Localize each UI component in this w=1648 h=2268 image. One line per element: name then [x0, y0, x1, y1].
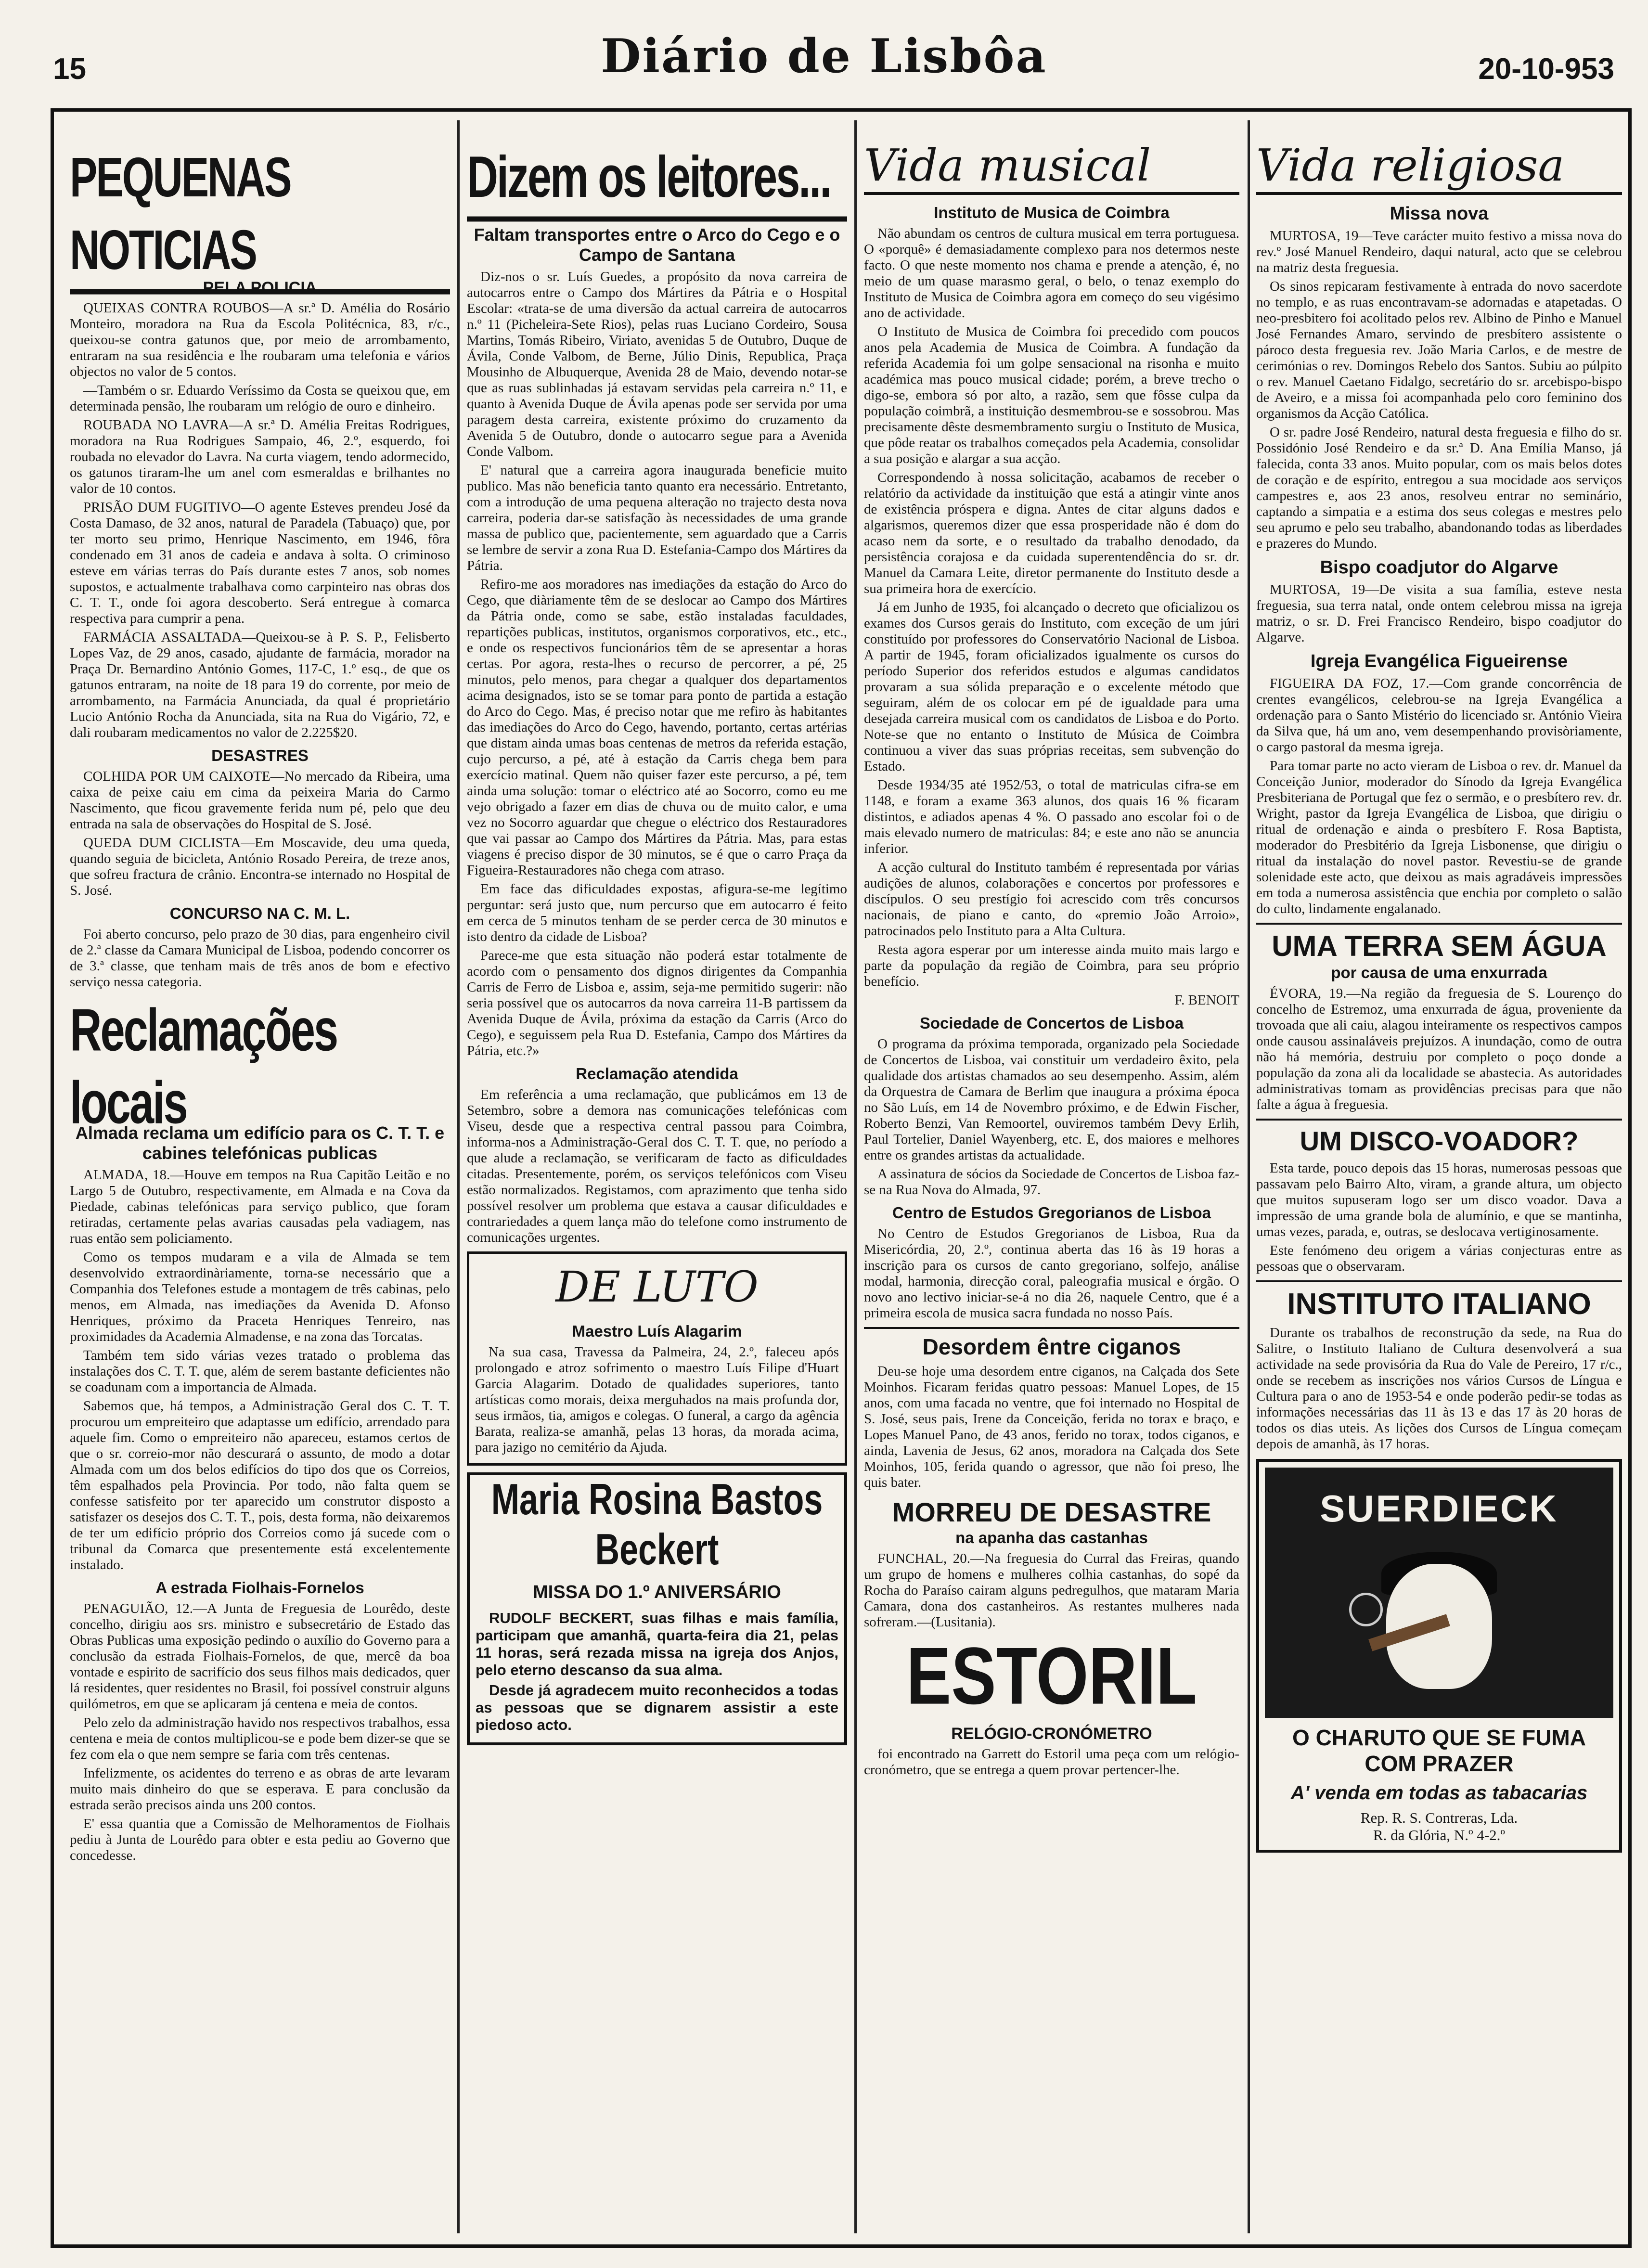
article-paragraph: Foi aberto concurso, pelo prazo de 30 dias, para engenheiro civil de 2.ª classe da Camara Municipal de Lisboa, podendo concorrer os de 3.ª classe, que tenham mais de três anos de bom e efectivo serviço nessa categoria. [70, 927, 450, 990]
article-paragraph: Esta tarde, pouco depois das 15 horas, numerosas pessoas que passavam pelo Bairro Alto, viram, a grande altura, um objecto que muitos supuseram logo ser um disco voador. Dava a impressão de uma grande bola de alumínio, e que se mantinha, umas vezes, parada, e, outras, se deslocava vertiginosamente. [1256, 1160, 1622, 1239]
smoke-icon [1349, 1593, 1383, 1626]
newspaper-masthead: Diário de Lisbôa [601, 29, 1047, 83]
column-rule [457, 120, 460, 2233]
column-pequenas-noticias [70, 137, 450, 2221]
article-paragraph: FUNCHAL, 20.—Na freguesia do Curral das Freiras, quando um grupo de homens e mulheres colhia castanhas, do sopé da Rocha do Paraíso cairam alguns pedregulhos, que mataram Maria Camara, dona dos castanheiros. As restantes mulheres nada sofreram.—(Lusitania). [864, 1551, 1239, 1630]
article-headline: Desordem êntre ciganos [864, 1327, 1239, 1360]
article-paragraph: Durante os trabalhos de reconstrução da sede, na Rua do Salitre, o Instituto Italiano de Cultura desenvolverá a sua actividade na sede provisória da Rua do Vale de Pereiro, 17 r/c., onde se recebem as inscrições nos vários Cursos de Língua e Cultura para o ano de 1953-54 e onde poderão pedir-se todas as informações necessárias das 11 às 13 e das 17 às 20 horas de todos os dias uteis. As lições dos Cursos de Língua começam depois de amanhã, às 17 horas. [1256, 1325, 1622, 1452]
ad-venda: A' venda em todas as tabacarias [1290, 1782, 1588, 1804]
cigar-smoker-illustration [1265, 1468, 1613, 1718]
article-paragraph: MURTOSA, 19—Teve carácter muito festivo a missa nova do rev.º José Manuel Rendeiro, daqui natural, acto que se celebrou na matriz desta freguesia. [1256, 228, 1622, 275]
section-title: PEQUENAS NOTICIAS [70, 141, 450, 295]
subsection-heading: CONCURSO NA C. M. L. [169, 904, 350, 922]
article-paragraph: O programa da próxima temporada, organizado pela Sociedade de Concertos de Lisboa, vai constituir um verdadeiro êxito, pela qualidade dos artistas chamados ao seu desempenho. Assim, além da Orquestra de Camara de Berlim que inaugura a próxima época no São Luís, em 14 de Novembro próximo, e de Edwin Fischer, Roberto Benzi, Van Remoortel, ouviremos também Devy Erlih, Paul Tortelier, Daniel Wayenberg, etc. E, dos maiores e melhores entre os grandes artistas da actualidade. [864, 1036, 1239, 1163]
notice-thanks: Desde já agradecem muito reconhecidos a todas as pessoas que se dignarem assistir a este piedoso acto. [476, 1682, 838, 1733]
article-paragraph: PENAGUIÃO, 12.—A Junta de Freguesia de Lourêdo, deste concelho, dirigiu aos srs. ministro e subsecretário de Estado das Obras Publicas uma exposição pedindo o auxílio do Governo para a conclusão da estrada Fiolhais-Fornelos, de que, mercê da boa vontade e espirito de sacrifício dos seus filhos mais dedicados, quer lá residentes, quer residentes no Brasil, foi possível construir alguns quilómetros, em que se aplicaram já centena e meia de contos. [70, 1601, 450, 1712]
article-headline: RELÓGIO-CRONÓMETRO [951, 1725, 1152, 1743]
article-paragraph: Este fenómeno deu origem a várias conjecturas entre as pessoas que o observaram. [1256, 1243, 1622, 1274]
article-paragraph: Parece-me que esta situação não poderá estar totalmente de acordo com o pensamento dos dignos dirigentes da Companhia Carris de Ferro de Lisboa e, assim, seja-me permitido sugerir: não seria possível que os autocarros da nova carreira 11-B partissem da Avenida Duque de Ávila, próxima da estação da Carris (Arco do Cego), e seguissem pela Rua D. Estefania, Campo dos Mártires da Pátria, etc.?» [467, 948, 847, 1058]
article-paragraph: Em referência a uma reclamação, que publicámos em 13 de Setembro, sobre a demora nas comunicações telefónicas com Viseu, desde que a respectiva central passou para Coimbra, informa-nos a Administração-Geral dos C. T. T. que, no período a que alude a reclamação, se verificaram de facto as dificuldades citadas. Presentemente, porém, os serviços telefónicos com Viseu estão normalizados. Registamos, com aprazimento que tenha sido possível resolver um problema que estava a causar dificuldades e contrariedades a quem lança mão do telefone como instrumento de comunicações urgentes. [467, 1087, 847, 1245]
memorial-mass-notice [467, 1472, 847, 1745]
article-paragraph: Infelizmente, os acidentes do terreno e as obras de arte levaram muito mais dinheiro do que se esperava. E para conclusão da estrada serão precisos ainda uns 200 contos. [70, 1765, 450, 1813]
section-title: Dizem os leitores... [467, 141, 847, 221]
article-paragraph: Diz-nos o sr. Luís Guedes, a propósito da nova carreira de autocarros entre o Campo dos Mártires da Pátria e o Hospital Escolar: «trata-se de uma diversão da actual carreira de autocarros n.º 11 (Picheleira-Sete Rios), pelas ruas Luciano Cordeiro, Sousa Martins, Tomás Ribeiro, Viriato, avenidas 5 de Outubro, Duque de Ávila, Conde Valbom, de Berne, Júlio Dinis, Republica, Praça Mousinho de Albuquerque, Avenida 28 de Maio, devendo notar-se que as ruas sublinhadas já estavam servidas pela carreira n.º 11, e quanto à Avenida Duque de Ávila apenas pode ser servida por uma paragem desta carreira, existente próximo do cruzamento da Avenida 5 de Outubro, donde o autocarro segue para a Avenida Conde Valbom. [467, 269, 847, 459]
subsection-heading: DESASTRES [211, 747, 309, 764]
issue-date: 20-10-953 [1478, 52, 1614, 86]
article-paragraph: ROUBADA NO LAVRA—A sr.ª D. Amélia Freitas Rodrigues, moradora na Rua Rodrigues Sampaio, 46, 2.º, esquerdo, foi roubada no elevador do Lavra. Na curta viagem, tendo adormecido, os gatunos tiraram-lhe um anel com esmeraldas e brilhantes no valor de 10 contos. [70, 417, 450, 496]
section-title: Reclamações locais [70, 997, 337, 1136]
obituary-title: DE LUTO [555, 1262, 759, 1312]
ad-brand: SUERDIECK [1320, 1487, 1558, 1530]
ad-address: R. da Glória, N.º 4-2.º [1373, 1827, 1506, 1843]
obituary-name: Maestro Luís Alagarim [572, 1322, 742, 1340]
article-headline: Faltam transportes entre o Arco do Cego e o Campo de Santana [474, 225, 840, 265]
article-paragraph: Como os tempos mudaram e a vila de Almada se tem desenvolvido extraordinàriamente, torna-se necessário que a Companhia dos Telefones estude a montagem de três cabinas, pelo menos, em Almada, nas imediações da Avenida D. Afonso Henriques, próximo da Praceta Henriques Tenreiro, nas proximidades da Academia Almadense, e na zona das Torcatas. [70, 1250, 450, 1344]
article-paragraph: PRISÃO DUM FUGITIVO—O agente Esteves prendeu José da Costa Damaso, de 32 anos, natural de Paradela (Tabuaço) que, por ter morto seu primo, Henrique Nascimento, em 1946, fôra condenado em 31 anos de cadeia e andava à solta. O criminoso esteve em várias terras do País durante estes 7 anos, sob nomes supostos, e actualmente trabalhava como carpinteiro nas obras dos C. T. T., onde foi agora descoberto. Será entregue à comarca respectiva para cumprir a pena. [70, 500, 450, 626]
section-title: Vida musical [864, 139, 1239, 195]
article-paragraph: foi encontrado na Garrett do Estoril uma peça com um relógio-cronómetro, que se entrega a quem provar pertencer-lhe. [864, 1746, 1239, 1778]
article-headline: Centro de Estudos Gregorianos de Lisboa [892, 1204, 1211, 1222]
estoril-headline: ESTORIL [906, 1630, 1197, 1721]
article-paragraph: Deu-se hoje uma desordem entre ciganos, na Calçada dos Sete Moinhos. Ficaram feridas quatro pessoas: Manuel Lopes, de 15 anos, com uma facada no ventre, que foi internado no Hospital de S. José, seus pais, Irene da Conceição, ferida no torax e braço, e Lopes Manuel Pano, de 43 anos, ferido no torax, todos ciganos, e ainda, Lavenia de Jesus, 62 anos, moradora na Calçada dos Sete Moinhos, 105, ferida quando o agressor, que não foi preso, lhe quis bater. [864, 1364, 1239, 1490]
article-paragraph: Pelo zelo da administração havido nos respectivos trabalhos, essa centena e meia de contos multiplicou-se e pode bem dizer-se que se fez com ela o que nem sempre se faria com três centenas. [70, 1715, 450, 1762]
article-headline: UM DISCO-VOADOR? [1256, 1119, 1622, 1157]
column-vida-musical [864, 137, 1239, 2221]
cigar-advertisement [1256, 1459, 1622, 1853]
ad-representative: Rep. R. S. Contreras, Lda. [1360, 1809, 1518, 1826]
column-vida-religiosa [1256, 137, 1622, 2221]
article-signature: F. BENOIT [1174, 992, 1239, 1008]
article-subheadline: por causa de uma enxurrada [1331, 964, 1547, 981]
article-paragraph: E' natural que a carreira agora inaugurada beneficie muito publico. Mas não beneficia tanto quanto era necessário. Entretanto, com a introdução de uma pequena alteração no trajecto desta nova carreira, poderia dar-se satisfação às necessidades de uma grande massa de publico que, pacientemente, sem aguardado que a Carris se lembre de servir a zona Rua D. Estefania-Campo dos Mártires da Pátria. [467, 463, 847, 573]
article-headline: Instituto de Musica de Coimbra [934, 204, 1170, 221]
page-number: 15 [53, 52, 86, 86]
article-headline: A estrada Fiolhais-Fornelos [155, 1579, 364, 1597]
article-paragraph: Já em Junho de 1935, foi alcançado o decreto que oficializou os exames dos Cursos gerais do Instituto, com exceção de um júri constituído por professores do Conservatório Nacional de Lisboa. A partir de 1945, foram oficializados igualmente os cursos do período Superior dos referidos estudos e algumas candidatos provaram a sua sólida preparação e o excelente método que seguiram, além de os colocar em pé de igualdade para uma desejada carreira musical com os candidatos de Lisboa e do Porto. Note-se que no entanto o Instituto de Música de Coimbra continuou a viver das suas próprias receitas, sem subvenção do Estado. [864, 600, 1239, 774]
column-dizem-os-leitores [467, 137, 847, 2221]
article-headline: MORREU DE DESASTRE [892, 1497, 1211, 1527]
article-subheadline: na apanha das castanhas [955, 1529, 1148, 1546]
article-paragraph: ÉVORA, 19.—Na região da freguesia de S. Lourenço do concelho de Estremoz, uma enxurrada de água, proveniente da trovoada que ali caiu, alagou inteiramente os respectivos campos onde causou assinaláveis prejuízos. A inundação, como de outra não há memória, destruiu por completo o poço donde a população da zona ali da localidade se abastecia. As autoridades administrativas tomam as providências precisas para que não falte a água à freguesia. [1256, 986, 1622, 1112]
article-paragraph: MURTOSA, 19—De visita a sua família, esteve nesta freguesia, sua terra natal, onde ontem celebrou missa na igreja matriz, o sr. D. Frei Francisco Rendeiro, bispo coadjutor do Algarve. [1256, 582, 1622, 645]
article-headline: Sociedade de Concertos de Lisboa [919, 1014, 1184, 1032]
article-paragraph: Desde 1934/35 até 1952/53, o total de matriculas cifra-se em 1148, e foram a exame 363 alunos, dos quais 16 % ficaram distintos, e adiados apenas 4 %. O passado ano escolar foi o de mais elevado numero de matriculas: 84; e este ano não se anuncia inferior. [864, 777, 1239, 856]
column-rule [854, 120, 857, 2233]
article-paragraph: O sr. padre José Rendeiro, natural desta freguesia e filho do sr. Possidónio José Rendeiro e da sr.ª D. Ana Emília Manso, já falecida, conta 33 anos. Muito popular, com os mais belos dotes de coração e de espírito, entregou a sua mocidade aos serviços campestres e, aos 23 anos, resolveu entrar no seminário, captando a simpatia e a estima dos seus colegas e mestres pelo seu aprumo e pelo seu trabalho, abandonando todas as liberdades e prazeres do Mundo. [1256, 425, 1622, 551]
article-paragraph: Correspondendo à nossa solicitação, acabamos de receber o relatório da actividade da instituição que está a atingir vinte anos de existência próspera e digna. Antes de citar alguns dados e algarismos, queremos dizer que essa prosperidade não é dom do acaso nem da sorte, e o resultado da trabalho denodado, da persistência corajosa e da cuidada superentendência do sr. dr. Manuel da Camara Leite, diretor permanente do Instituto desde a sua primeira hora de exercício. [864, 470, 1239, 596]
article-paragraph: Os sinos repicaram festivamente à entrada do novo sacerdote no templo, e as ruas encontravam-se adornadas e atapetadas. O neo-presbitero foi acolitado pelos rev. Albino de Pinho e Manuel José Fernandes Amaro, servindo de presbítero assistente o pároco desta freguesia rev. João Maria Carlos, e de mestre de cerimónias o rev. Domingos Rebelo dos Santos. Subiu ao púlpito o rev. Manuel Caetano Fidalgo, secretário do sr. arcebispo-bispo de Aveiro, e a missa foi acompanhada pelo coro feminino dos organismos da Acção Católica. [1256, 279, 1622, 421]
section-title: Vida religiosa [1256, 139, 1622, 195]
article-headline: Missa nova [1390, 204, 1489, 224]
article-paragraph: E' essa quantia que a Comissão de Melhoramentos de Fiolhais pediu à Junta de Lourêdo para obter e esta pediu ao Governo que concedesse. [70, 1816, 450, 1863]
article-headline: UMA TERRA SEM ÁGUA [1256, 923, 1622, 963]
article-paragraph: A acção cultural do Instituto também é representada por várias audições de alunos, colaborações e concertos por professores e discípulos. O seu prestígio foi acrescido com três concursos nacionais, de piano e canto, do «premio João Arroio», patrocinados pelo Instituto para a Alta Cultura. [864, 860, 1239, 939]
obituary-box [467, 1251, 847, 1466]
article-paragraph: Não abundam os centros de cultura musical em terra portuguesa. O «porquê» é demasiadamente complexo para nos determos neste facto. O que neste momento nos chama e prende a atenção, é, no meio de um quase marasmo geral, o belo, o tenaz exemplo do Instituto de Musica de Coimbra agora em começo do seu vigésimo ano de actividade. [864, 226, 1239, 321]
article-paragraph: —Também o sr. Eduardo Veríssimo da Costa se queixou que, em determinada pensão, lhe roubaram um relógio de ouro e dinheiro. [70, 383, 450, 414]
article-paragraph: QUEDA DUM CICLISTA—Em Moscavide, deu uma queda, quando seguia de bicicleta, António Rosado Pereira, de treze anos, que sofreu fractura de crânio. Encontra-se internado no Hospital de S. José. [70, 835, 450, 898]
ad-slogan: O CHARUTO QUE SE FUMA COM PRAZER [1292, 1725, 1586, 1776]
deceased-name: Maria Rosina Bastos Beckert [491, 1475, 823, 1574]
obituary-text: Na sua casa, Travessa da Palmeira, 24, 2.º, faleceu após prolongado e atroz sofrimento o maestro Luís Filipe d'Huart Garcia Alagarim. Dotado de qualidades superiores, tanto artísticas como morais, deixa merguhados na mais profunda dor, seus irmãos, tia, amigos e colegas. O funeral, a cargo da agência Barata, realiza-se amanhã, pelas 13 horas, da morada acima, para jazigo no cemitério da Ajuda. [475, 1344, 839, 1455]
mass-title: MISSA DO 1.º ANIVERSÁRIO [533, 1582, 781, 1602]
article-paragraph: Resta agora esperar por um interesse ainda muito mais largo e parte da população da região de Coimbra, para seu próprio benefício. [864, 942, 1239, 989]
article-paragraph: COLHIDA POR UM CAIXOTE—No mercado da Ribeira, uma caixa de peixe caiu em cima da peixeira Maria do Carmo Nascimento, que ficou gravemente ferida num pé, pelo que deu entrada na sala de observações do Hospital de S. José. [70, 769, 450, 832]
page-header [0, 19, 1648, 91]
article-paragraph: ALMADA, 18.—Houve em tempos na Rua Capitão Leitão e no Largo 5 de Outubro, respectivamente, em Almada e na Cova da Piedade, cabinas telefónicas para serviço publico, que foram retiradas, certamente pelas avarias causadas pela vadiagem, nas ruas então sem policiamento. [70, 1167, 450, 1246]
article-paragraph: QUEIXAS CONTRA ROUBOS—A sr.ª D. Amélia do Rosário Monteiro, moradora na Rua da Escola Politécnica, 83, r/c., queixou-se contra gatunos que, por meio de arrombamento, entraram na sua residência e lhe roubaram uma telefonia e vários objectos no valor de 5 contos. [70, 300, 450, 379]
notice-text: RUDOLF BECKERT, suas filhas e mais família, participam que amanhã, quarta-feira dia 21, pelas 11 horas, será rezada missa na igreja dos Anjos, pelo eterno descanso da sua alma. [476, 1610, 838, 1678]
column-rule [1248, 120, 1250, 2233]
article-paragraph: Sabemos que, há tempos, a Administração Geral dos C. T. T. procurou um empreiteiro que adaptasse um edifício, arrendado para aquele fim. Como o empreiteiro não apareceu, estamos certos de que o sr. correio-mor não descurará o assunto, de modo a dotar Almada com um dos belos edifícios do tipo dos que os Correios, têm espalhados pela Provincia. Por todo, não falta quem se confesse satisfeito por ter aparecido um construtor disposto a satisfazer os desejos dos C. T. T., pois, desta forma, não deixaremos de ter um edifício próprio dos Correios como já sucede com o tribunal da Comarca que presentemente está excelentemente instalado. [70, 1398, 450, 1572]
article-paragraph: Refiro-me aos moradores nas imediações da estação do Arco do Cego, que diàriamente têm de se deslocar ao Campo dos Mártires da Pátria onde, como se sabe, estão instaladas faculdades, repartições publicas, institutos, organismos corporativos, etc., etc., e onde os respectivos funcionários têm de se apresentar a horas certas. Por agora, resta-lhes o recurso de percorrer, a pé, 25 minutos, pelo menos, para chegar a qualquer dos departamentos acima designados, isto se se tomar para ponto de partida a estação do Arco do Cego. Mas, é preciso notar que me refiro às habitantes das imediações do Arco do Cego, havendo, portanto, certas artérias que distam ainda umas boas centenas de metros da referida estação, cujo percurso, a pé, até à estação da Carris chega bem para exercício matinal. Quem não quiser fazer este percurso, a pé, tem ainda uma solução: tomar o eléctrico até ao Socorro, como eu me vejo obrigado a fazer em dias de chuva ou de muito calor, e uma vez no Socorro aguardar que chegue o eléctrico dos Restauradores que vai passar ao Campo dos Mártires da Pátria. Mas, para estas viagens é preciso dispor de 30 minutos, se é que o carro Praça da Figueira-Restauradores não chega com atraso. [467, 577, 847, 878]
article-paragraph: FARMÁCIA ASSALTADA—Queixou-se à P. S. P., Felisberto Lopes Vaz, de 29 anos, casado, ajudante de farmácia, morador na Praça Dr. Bernardino António Gomes, 117-C, 1.º esq., de que os gatunos entraram, na noite de 18 para 19 do corrente, por meio de arrombamento, na Farmácia Anunciada, da qual é proprietário Lucio António Rocha da Anunciada, sita na Rua do Vigário, 72, e dali roubaram medicamentos no valor de 2.225$20. [70, 630, 450, 740]
article-paragraph: Para tomar parte no acto vieram de Lisboa o rev. dr. Manuel da Conceição Junior, moderador do Sínodo da Igreja Evangélica Presbiteriana de Portugal que fez o sermão, e o presbítero rev. dr. Wright, pastor da Igreja Evangélica de Lisboa, que dirigiu o ritual de ordenação e ainda o presbítero F. Rosa Baptista, moderador do Presbitério da Igreja Lisbonense, que dirigiu o ritual da instalação do novel pastor. Revestiu-se de grande solenidade este acto, que deixou as mais agradáveis impressões em toda a numerosa assistência que enchia por completo o salão do culto, lindamente engalanado. [1256, 758, 1622, 916]
article-paragraph: No Centro de Estudos Gregorianos de Lisboa, Rua da Misericórdia, 20, 2.º, continua aberta das 16 às 19 horas a inscrição para os cursos de canto gregoriano, solfejo, análise modal, harmonia, direcção coral, paleografia musical e órgão. O novo ano lectivo iniciar-se-á no dia 26, naquele Centro, que é a primeira escola de musica sacra fundada no nosso País. [864, 1226, 1239, 1321]
article-headline: Reclamação atendida [576, 1065, 738, 1082]
article-headline: Igreja Evangélica Figueirense [1310, 651, 1568, 671]
article-paragraph: FIGUEIRA DA FOZ, 17.—Com grande concorrência de crentes evangélicos, celebrou-se na Igreja Evangélica a ordenação para o Santo Mistério do licenciado sr. António Vieira da Silva que, há um ano, vem desempenhando provisòriamente, o cargo pastoral da mesma igreja. [1256, 676, 1622, 755]
article-headline: INSTITUTO ITALIANO [1256, 1280, 1622, 1321]
article-paragraph: Também tem sido várias vezes tratado o problema das instalações dos C. T. T. que, além de serem bastante deficientes não se coadunam com a importancia de Almada. [70, 1348, 450, 1395]
article-headline: Almada reclama um edifício para os C. T. T. e cabines telefónicas publicas [75, 1123, 445, 1163]
article-paragraph: O Instituto de Musica de Coimbra foi precedido com poucos anos pela Academia de Musica de Coimbra. A fundação da referida Academia foi um golpe sensacional na risonha e muito académica mas pouco musical cidade; porém, a breve trecho o digo-se, embora só por alto, a razão, sem que fôsse culpa da população coimbrã, a instituição desmembrou-se e sossobrou. Mas precisamente dêste desmembramento surgiu o Instituto de Musica, que pôde reatar os trabalhos começados pela Academia, consolidar a sua posição e alargar a sua acção. [864, 324, 1239, 466]
article-paragraph: Em face das dificuldades expostas, afigura-se-me legítimo perguntar: será justo que, num percurso que em autocarro é feito em cerca de 5 minutos tenham de se perder cerca de 30 minutos e isto dentro da cidade de Lisboa? [467, 881, 847, 944]
article-paragraph: A assinatura de sócios da Sociedade de Concertos de Lisboa faz-se na Rua Nova do Almada, 97. [864, 1166, 1239, 1198]
article-headline: Bispo coadjutor do Algarve [1320, 557, 1558, 578]
subsection-heading: PELA POLICIA [203, 279, 317, 297]
